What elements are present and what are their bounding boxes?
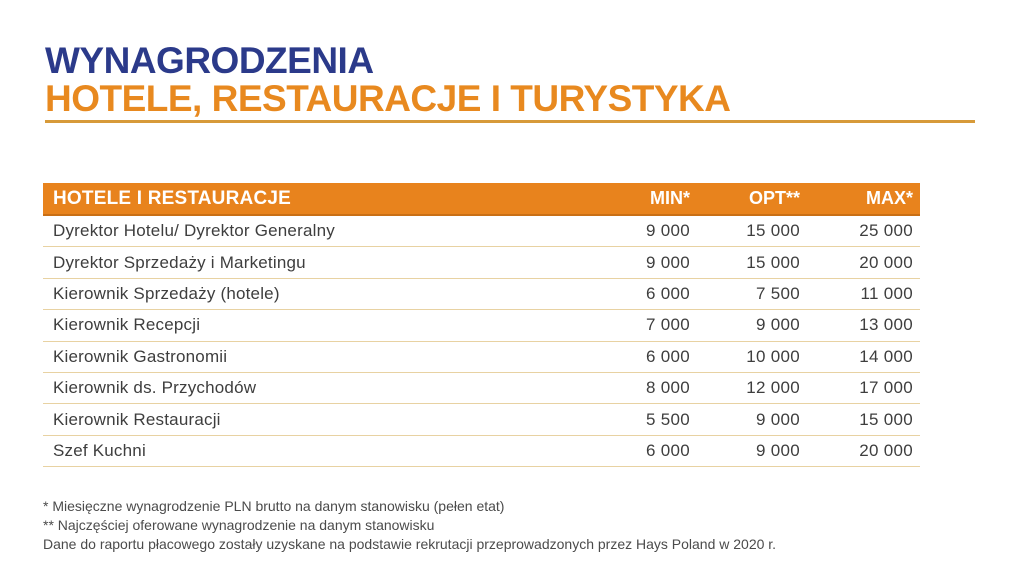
position-label: Kierownik Restauracji bbox=[53, 409, 221, 429]
min-value: 9 000 bbox=[645, 252, 690, 272]
table-header-row bbox=[43, 183, 920, 216]
table-row bbox=[43, 373, 920, 404]
position-label: Szef Kuchni bbox=[53, 440, 146, 460]
opt-value: 15 000 bbox=[746, 252, 800, 272]
position-label: Dyrektor Hotelu/ Dyrektor Generalny bbox=[53, 221, 335, 241]
table-row bbox=[43, 342, 920, 373]
max-value: 14 000 bbox=[859, 346, 913, 366]
page-title bbox=[45, 42, 731, 118]
min-value: 9 000 bbox=[645, 221, 690, 241]
max-value: 20 000 bbox=[859, 252, 913, 272]
max-value: 25 000 bbox=[859, 221, 913, 241]
position-label: Dyrektor Sprzedaży i Marketingu bbox=[53, 252, 306, 272]
table-header-category: HOTELE I RESTAURACJE bbox=[53, 187, 292, 209]
footnote-opt-definition: ** Najczęściej oferowane wynagrodzenie na danym stanowisku bbox=[43, 517, 435, 533]
table-row bbox=[43, 310, 920, 341]
opt-value: 9 000 bbox=[755, 440, 800, 460]
min-value: 6 000 bbox=[645, 346, 690, 366]
opt-value: 7 500 bbox=[755, 283, 800, 303]
table-row bbox=[43, 247, 920, 278]
table-row bbox=[43, 216, 920, 247]
position-label: Kierownik ds. Przychodów bbox=[53, 378, 257, 398]
position-label: Kierownik Gastronomii bbox=[53, 346, 228, 366]
table-row bbox=[43, 279, 920, 310]
position-label: Kierownik Recepcji bbox=[53, 315, 201, 335]
min-value: 6 000 bbox=[645, 440, 690, 460]
footnote-salary-definition: * Miesięczne wynagrodzenie PLN brutto na danym stanowisku (pełen etat) bbox=[43, 498, 505, 514]
table-row bbox=[43, 436, 920, 467]
opt-value: 10 000 bbox=[746, 346, 800, 366]
max-value: 20 000 bbox=[859, 440, 913, 460]
title-main: WYNAGRODZENIA bbox=[45, 40, 374, 81]
position-label: Kierownik Sprzedaży (hotele) bbox=[53, 283, 280, 303]
table-header-opt: OPT** bbox=[748, 188, 800, 208]
opt-value: 12 000 bbox=[746, 378, 800, 398]
opt-value: 9 000 bbox=[755, 315, 800, 335]
footnotes bbox=[43, 497, 776, 554]
opt-value: 15 000 bbox=[746, 221, 800, 241]
max-value: 11 000 bbox=[860, 283, 913, 303]
min-value: 7 000 bbox=[645, 315, 690, 335]
max-value: 15 000 bbox=[859, 409, 913, 429]
min-value: 8 000 bbox=[645, 378, 690, 398]
table-header-min: MIN* bbox=[650, 188, 690, 208]
footnote-data-source: Dane do raportu płacowego zostały uzyskane na podstawie rekrutacji przeprowadzonych przez Hays Poland w 2020 r. bbox=[43, 536, 777, 552]
salary-table bbox=[43, 183, 920, 467]
table-header-max: MAX* bbox=[865, 188, 913, 208]
max-value: 13 000 bbox=[859, 315, 913, 335]
opt-value: 9 000 bbox=[755, 409, 800, 429]
min-value: 6 000 bbox=[645, 283, 690, 303]
min-value: 5 500 bbox=[645, 409, 690, 429]
title-sub: HOTELE, RESTAURACJE I TURYSTYKA bbox=[45, 78, 731, 119]
title-underline bbox=[45, 120, 975, 123]
max-value: 17 000 bbox=[859, 378, 913, 398]
table-row bbox=[43, 404, 920, 435]
